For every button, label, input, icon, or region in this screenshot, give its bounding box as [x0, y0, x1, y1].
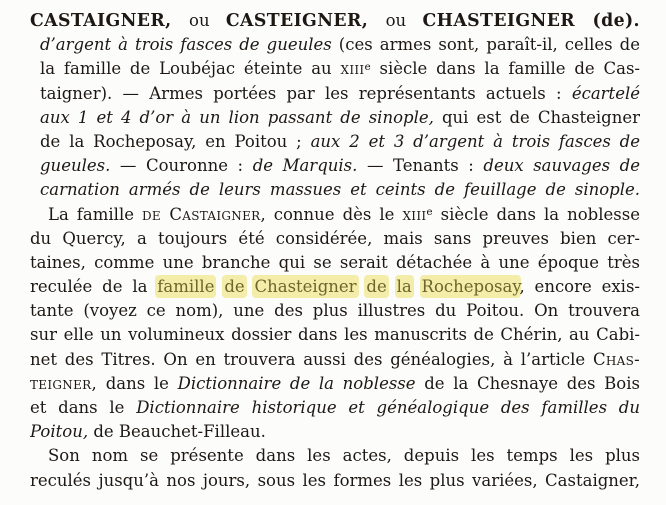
text-segment: taines, comme une branche qui se serait détachée à une époque très — [30, 252, 640, 272]
text-segment: sur elle un volumineux dossier dans les manuscrits de Chérin, au Cabi- — [30, 325, 640, 345]
text-segment: de la Rocheposay, en Poitou ; — [40, 131, 311, 151]
text-line — [30, 348, 640, 372]
text-segment: Son nom se présente dans les actes, depuis les temps les plus — [48, 446, 640, 466]
text-line — [30, 106, 640, 130]
text-segment: aux 2 et 3 d’argent à trois fasces de — [310, 131, 640, 151]
text-segment: Poitou, — [30, 422, 89, 442]
text-line — [30, 299, 640, 323]
text-line — [30, 154, 640, 178]
text-segment: xiii — [402, 204, 427, 224]
text-line — [30, 178, 640, 202]
text-line — [30, 396, 640, 420]
text-segment: teigner, — [30, 373, 98, 393]
text-segment: ou — [189, 11, 226, 30]
text-segment: reculée de la — [30, 277, 158, 297]
text-line — [30, 130, 640, 154]
text-segment: aux 1 et 4 d’or à un lion passant de sinople, — [40, 107, 434, 127]
text-line — [30, 372, 640, 396]
text-line — [30, 420, 640, 444]
text-line — [30, 275, 640, 299]
text-line — [30, 33, 640, 57]
text-segment: ou — [385, 11, 423, 30]
text-segment: , encore exis- — [519, 277, 640, 297]
text-segment: de Castaigner — [142, 204, 261, 224]
text-segment: gueules. — [40, 156, 111, 176]
text-segment — [245, 277, 255, 296]
text-segment: La famille — [48, 204, 143, 224]
paragraph-formes-du-nom — [30, 444, 640, 492]
text-line — [30, 57, 640, 81]
text-segment: deux sauvages de — [483, 156, 640, 176]
text-line — [30, 323, 640, 347]
text-line — [30, 227, 640, 251]
text-segment: de Beauchet-Filleau. — [88, 422, 266, 442]
text-segment: tante (voyez ce nom), une des plus illustres du Poitou. On trouvera — [30, 301, 640, 321]
text-segment — [412, 277, 422, 296]
text-segment: xiii — [340, 59, 365, 79]
text-segment: reculés jusqu’à nos jours, sous les formes les plus variées, Castaigner, — [30, 470, 640, 490]
text-segment: carnation armés de leurs massues et ceints de feuillage de sinople. — [40, 180, 640, 200]
text-line — [30, 9, 640, 33]
paragraph-histoire-famille — [30, 203, 640, 445]
text-segment: CHASTEIGNER (de). — [422, 11, 640, 31]
text-segment: d’argent à trois fasces de gueules — [40, 35, 332, 55]
text-line — [30, 444, 640, 468]
text-segment: du Quercy, a toujours été considérée, mais sans preuves bien cer- — [30, 228, 640, 248]
search-highlight: Rocheposay — [421, 277, 520, 297]
text-segment — [357, 277, 367, 296]
text-segment: net des Titres. On en trouvera aussi des généalogies, à l’article — [30, 349, 593, 369]
text-segment: Dictionnaire de la noblesse — [177, 373, 416, 393]
text-segment: et dans le — [30, 398, 137, 417]
text-line — [30, 82, 640, 106]
text-segment: taigner). — Armes portées par les représentants actuels : — [40, 83, 572, 103]
text-segment: écartelé — [571, 83, 640, 103]
text-segment: de la Chesnaye des Bois — [415, 373, 640, 393]
text-segment: — Couronne : — [110, 156, 253, 176]
search-highlight: de — [366, 277, 387, 297]
text-segment: — Tenants : — [357, 156, 484, 176]
text-segment: Chas- — [592, 349, 640, 369]
text-segment — [214, 277, 224, 296]
text-segment — [387, 277, 397, 296]
search-highlight: famille — [157, 277, 215, 297]
text-segment: e — [364, 60, 371, 73]
text-segment: , connue dès le — [260, 204, 403, 224]
search-highlight: de — [224, 277, 245, 297]
search-highlight: Chasteigner — [254, 277, 357, 297]
text-line — [30, 203, 640, 227]
text-segment: siècle dans la famille de Cas- — [370, 59, 640, 79]
text-segment: (ces armes sont, paraît-il, celles de — [331, 35, 640, 55]
text-segment: CASTEIGNER, — [225, 11, 386, 31]
text-segment: Dictionnaire historique et généalogique des familles du — [136, 398, 640, 417]
search-highlight: la — [396, 277, 412, 297]
text-segment: siècle dans la noblesse — [432, 204, 640, 224]
text-segment: de Marquis. — [252, 156, 358, 176]
text-segment: la famille de Loubéjac éteinte au — [40, 59, 341, 79]
text-segment: e — [426, 206, 433, 219]
text-segment: CASTAIGNER, — [30, 11, 190, 31]
text-line — [30, 251, 640, 275]
text-line — [30, 469, 640, 493]
paragraph-entry-armes — [30, 9, 640, 203]
text-segment: dans le — [97, 373, 178, 393]
text-segment: qui est de Chasteigner — [433, 107, 640, 127]
